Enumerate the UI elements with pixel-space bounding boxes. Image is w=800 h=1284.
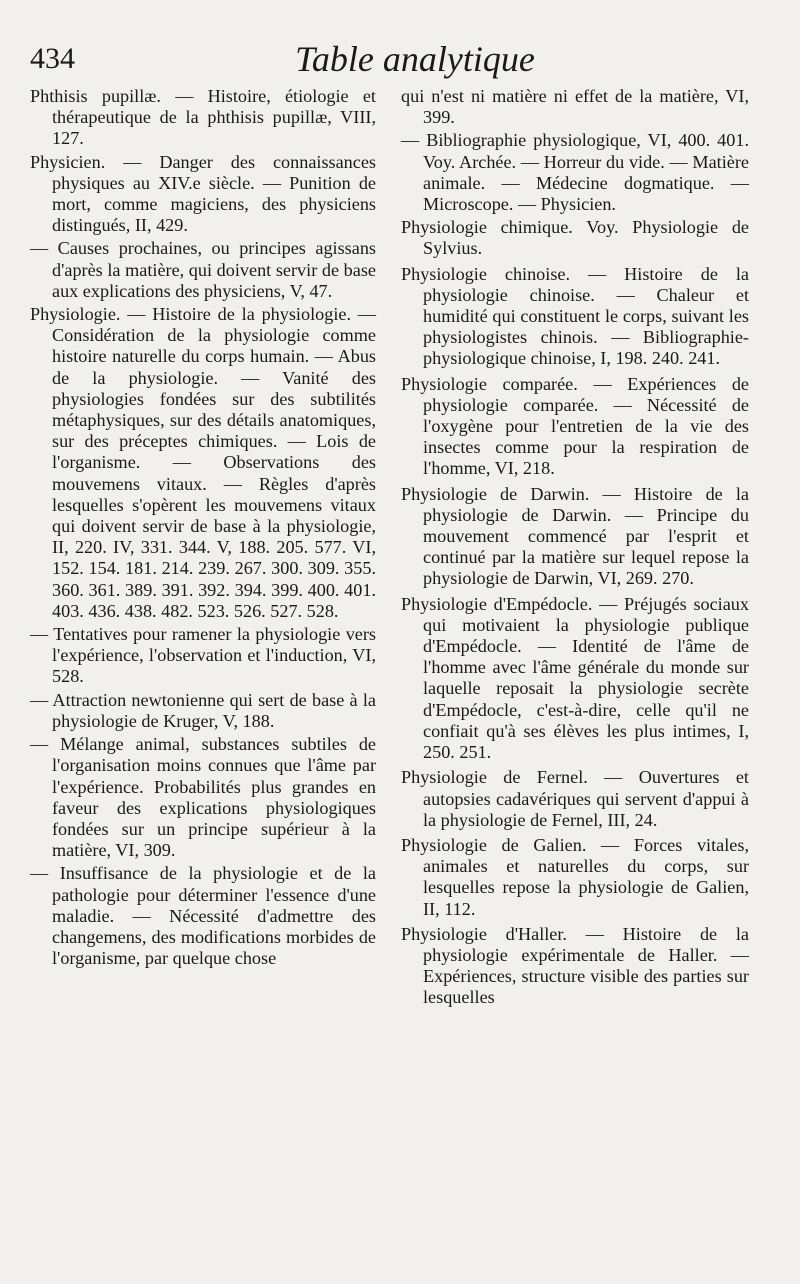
index-entry: Physiologie comparée. — Expériences de physiologie comparée. — Nécessité de l'oxygène pour l'entretien de la vie des insectes comme pour la respiration de l'homme, VI, 218. (401, 373, 749, 479)
index-entry: Physiologie d'Haller. — Histoire de la physiologie expérimentale de Haller. — Expériences, structure visible des parties sur lesquelles (401, 923, 749, 1008)
index-entry: Physiologie. — Histoire de la physiologie. — Considération de la physiologie comme histoire naturelle du corps humain. — Abus de la physiologie. — Vanité des physiologies fondées sur des subtilités métaphysiques, sur des détails anatomiques, sur des préceptes chimiques. — Lois de l'organisme. — Observations des mouvemens vitaux. — Règles d'après lesquelles s'opèrent les mouvemens vitaux qui doivent servir de base à la physiologie, II, 220. IV, 331. 344. V, 188. 205. 577. VI, 152. 154. 181. 214. 239. 267. 300. 309. 355. 360. 361. 389. 391. 392. 394. 399. 400. 401. 403. 436. 438. 482. 523. 526. 527. 528. (30, 304, 376, 621)
index-entry: Physiologie chimique. Voy. Physiologie de Sylvius. (401, 217, 749, 259)
index-entry: — Tentatives pour ramener la physiologie vers l'expérience, l'observation et l'induction, VI, 528. (30, 624, 376, 687)
index-entry: Physiologie de Fernel. — Ouvertures et autopsies cadavériques qui servent d'appui à la physiologie de Fernel, III, 24. (401, 767, 749, 830)
index-entry: — Insuffisance de la physiologie et de la pathologie pour déterminer l'essence d'une maladie. — Nécessité d'admettre des changemens, des modifications morbides de l'organisme, par quelque chose (30, 863, 376, 969)
index-entry: — Bibliographie physiologique, VI, 400. 401. Voy. Archée. — Horreur du vide. — Matière animale. — Médecine dogmatique. — Microscope. — Physicien. (401, 130, 749, 215)
index-entry: Physiologie de Darwin. — Histoire de la physiologie de Darwin. — Principe du mouvement commencé par l'esprit et continué par la matière sur lequel repose la physiologie de Darwin, VI, 269. 270. (401, 483, 749, 589)
page-header (30, 38, 740, 88)
index-entry: Phthisis pupillæ. — Histoire, étiologie et thérapeutique de la phthisis pupillæ, VIII, 127. (30, 86, 376, 149)
running-title: Table analytique (295, 39, 535, 79)
index-entry-continued: qui n'est ni matière ni effet de la matière, VI, 399. (401, 86, 749, 128)
index-entry: Physicien. — Danger des connaissances physiques au XIV.e siècle. — Punition de mort, comme magiciens, des physiciens distingués, II, 429. (30, 151, 376, 236)
index-entry: — Mélange animal, substances subtiles de l'organisation moins connues que l'âme par l'expérience. Probabilités plus grandes en faveur des explications physiologiques fondées sur un principe supérieur à la matière, VI, 309. (30, 734, 376, 861)
index-entry: Physiologie chinoise. — Histoire de la physiologie chinoise. — Chaleur et humidité qui constituent le corps, suivant les physiologistes chinois. — Bibliographie-physiologique chinoise, I, 198. 240. 241. (401, 263, 749, 369)
index-entry: — Attraction newtonienne qui sert de base à la physiologie de Kruger, V, 188. (30, 689, 376, 731)
index-entry: Physiologie d'Empédocle. — Préjugés sociaux qui motivaient la physiologie publique d'Empédocle. — Identité de l'âme de l'homme avec l'âme générale du monde sur laquelle reposait la physiologie secrète d'Empédocle, c'est-à-dire, celle qu'il ne confiait qu'à ses élèves les plus intimes, I, 250. 251. (401, 593, 749, 763)
page-number: 434 (30, 42, 75, 75)
index-entry: Physiologie de Galien. — Forces vitales, animales et naturelles du corps, sur lesquelles repose la physiologie de Galien, II, 112. (401, 834, 749, 919)
index-entry: — Causes prochaines, ou principes agissans d'après la matière, qui doivent servir de base aux explications des physiciens, V, 47. (30, 238, 376, 301)
right-column (401, 86, 749, 1011)
left-column (30, 86, 376, 971)
